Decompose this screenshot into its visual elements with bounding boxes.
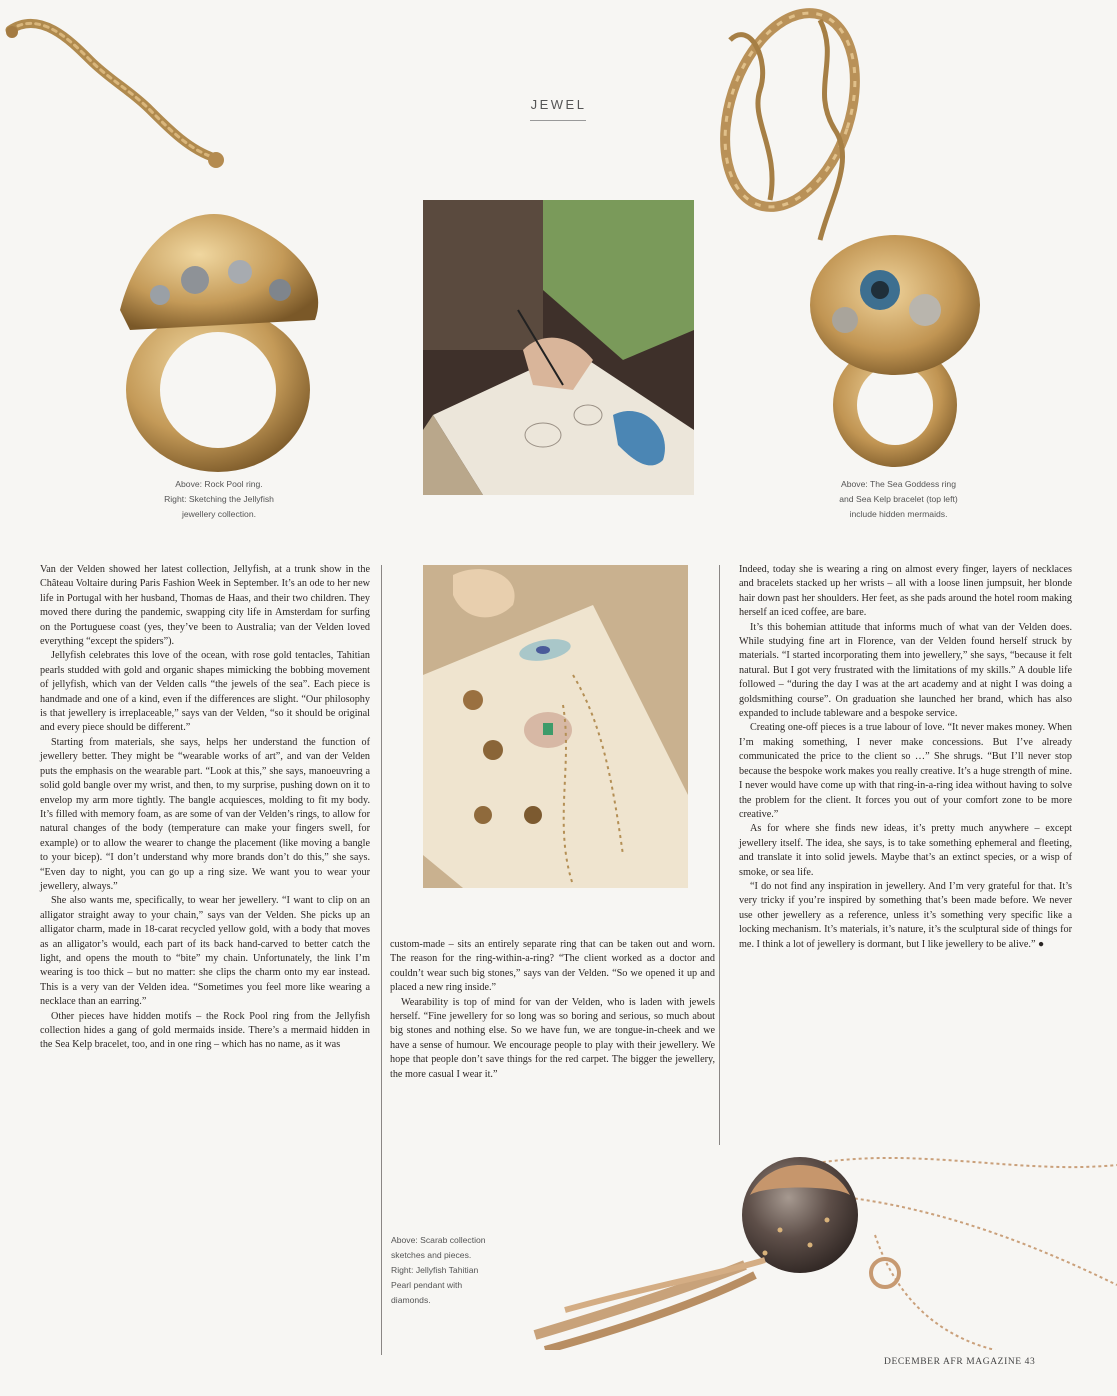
paragraph: custom-made – sits an entirely separate ring that can be taken out and worn. The reason for the ring-within-a-ring? “The client worked as a doctor and couldn’t wear such big stones,” says van der Velden. “So we opened it up and placed a new ring inside.” [390,939,715,994]
article-column-right [739,563,1072,952]
article-column-left [40,563,370,1053]
caption-line: sketches and pieces. [391,1250,472,1260]
paragraph: Starting from materials, she says, helps her understand the function of jewellery better. They might be “wearable works of art”, and van der Velden puts the emphasis on the wearable part. “Look at this,” she says, manoeuvring a solid gold bangle over my wrist, and then, to my surprise, pushing down on it to envelop my arm more tightly. The bangle acquiesces, molding to fit my body. It’s filled with memory foam, as are some of van der Velden’s rings, to allow for natural changes of the body (temperature can make your fingers swell, for example) or to allow the wearer to change the placement (like moving a bangle to your bicep). “I don’t understand why more brands don’t do this,” she says. “Even day to night, you can go up a ring size. We want you to wear your jewellery, always.” [40,736,370,892]
section-rule [530,120,586,121]
caption-line: Right: Sketching the Jellyfish [164,494,274,504]
paragraph: Van der Velden showed her latest collection, Jellyfish, at a trunk show in the Château Voltaire during Paris Fashion Week in September. It’s an ode to her new life in Portugal with her husband, Thomas de Haas, and their two children. They moved there during the pandemic, swapping city life in Amsterdam for surfing on the Portuguese coast (yes, they’ve been to Australia; van der Velden loved everything “except the spiders”). [40,564,370,648]
caption-line: Above: Rock Pool ring. [175,479,263,489]
paragraph: Other pieces have hidden motifs – the Rock Pool ring from the Jellyfish collection hides a gang of gold mermaids inside. There’s a mermaid hidden in the Sea Kelp bracelet, too, and in one ring – which has no name, as it was [40,1010,370,1051]
paragraph: Jellyfish celebrates this love of the ocean, with rose gold tentacles, Tahitian pearls studded with gold and organic shapes mimicking the bobbing movement of jellyfish, which van der Velden calls “the jewels of the sea”. Each piece is handmade and one of a kind, even if the differences are slight. “Our philosophy is that jewellery is irreplaceable,” says van der Velden, “so it should be original and every piece should be different.” [40,650,370,734]
paragraph: Indeed, today she is wearing a ring on almost every finger, layers of necklaces and bracelets stacked up her wrists – all with a loose linen jumpsuit, her blonde hair down past her shoulders. Her feet, as she pads around the hotel room making herself an iced coffee, are bare. [739,564,1072,619]
paragraph: Creating one-off pieces is a true labour of love. “It never makes money. When I’m making something, I never make concessions. But I’ve already communicated the price to the client so …” She shrugs. “But I’ll never stop because the bespoke work makes you really creative. It’s a huge strength of mine. I never would have come up with that ring-in-a-ring idea without having to solve the problem for the client. It forces you out of your comfort zone to be more creative.” [739,722,1072,820]
caption-line: diamonds. [391,1295,431,1305]
paragraph: Wearability is top of mind for van der Velden, who is laden with jewels herself. “Fine jewellery for so long was so boring and serious, so much about big stones and nothing else. So we have fun, we are tongue-in-cheek and we have a sense of humour. We encourage people to play with their jewellery. We hope that people don’t save things for the red carpet. The bigger the jewellery, the more casual I wear it.” [390,996,715,1080]
page-footer: DECEMBER AFR MAGAZINE 43 [884,1357,1036,1367]
scarab-collection-photo [423,565,688,888]
paragraph: She also wants me, specifically, to wear her jewellery. “I want to clip on an alligator straight away to your chain,” says van der Velden. She picks up an alligator charm, made in 18-carat recycled yellow gold, with a body that moves as an alligator’s would, each part of its back hand-carved to better catch the light, and opens the mouth to “bite” my chain. Unfortunately, the link I’m wearing is too thick – but no matter: she clips the charm onto my ear instead. This is a very van der Velden idea. “Sometimes you feel more like wearing a necklace than an earring.” [40,895,370,1008]
caption-line: Above: The Sea Goddess ring [841,479,956,489]
rock-pool-ring-image [90,190,340,475]
article-column-middle [390,938,715,1082]
caption-line: Right: Jellyfish Tahitian [391,1265,479,1275]
caption-line: and Sea Kelp bracelet (top left) [839,494,958,504]
paragraph: As for where she finds new ideas, it’s pretty much anywhere – except jewellery itself. The idea, she says, is to take something ephemeral and fleeting, and translate it into solid jewels. Maybe that’s an extinct species, or a wisp of smoke, or sea life. [739,823,1072,878]
sketching-photo [423,200,694,495]
section-label: JEWEL [530,97,587,112]
scarab-caption [391,1233,531,1308]
sea-goddess-ring-image [800,220,990,475]
paragraph: It’s this bohemian attitude that informs much of what van der Velden does. While studying fine art in Florence, van der Velden found herself struck by materials. “I started incorporating them into jewellery,” she says, “because it felt natural. But I got very frustrated with the limitations of my skills.” A double life followed – “during the day I was at the art academy and at night I was doing a goldsmithing course”. On graduation she launched her brand, which has also expanded to include tableware and a bespoke service. [739,621,1072,720]
rock-pool-caption [134,477,304,522]
seahorse-pendant-image [0,0,240,180]
caption-line: jewellery collection. [181,509,257,519]
paragraph: “I do not find any inspiration in jewellery. And I’m very grateful for that. It’s very tricky if you’re inspired by something that’s been made before. We never use other jewellery as a reference, unless it’s something very specific like a locking mechanism. It’s materials, it’s nature, it’s the sculptural side of things for me. I think a lot of jewellery is dormant, but I like jewellery to be alive.” ● [739,880,1072,950]
column-rule [719,565,720,1145]
sea-goddess-caption [806,477,991,522]
caption-line: Above: Scarab collection [391,1235,486,1245]
caption-line: include hidden mermaids. [849,509,948,519]
column-rule [381,565,382,1355]
caption-line: Pearl pendant with [391,1280,463,1290]
jellyfish-pearl-pendant-image [515,1135,1117,1350]
